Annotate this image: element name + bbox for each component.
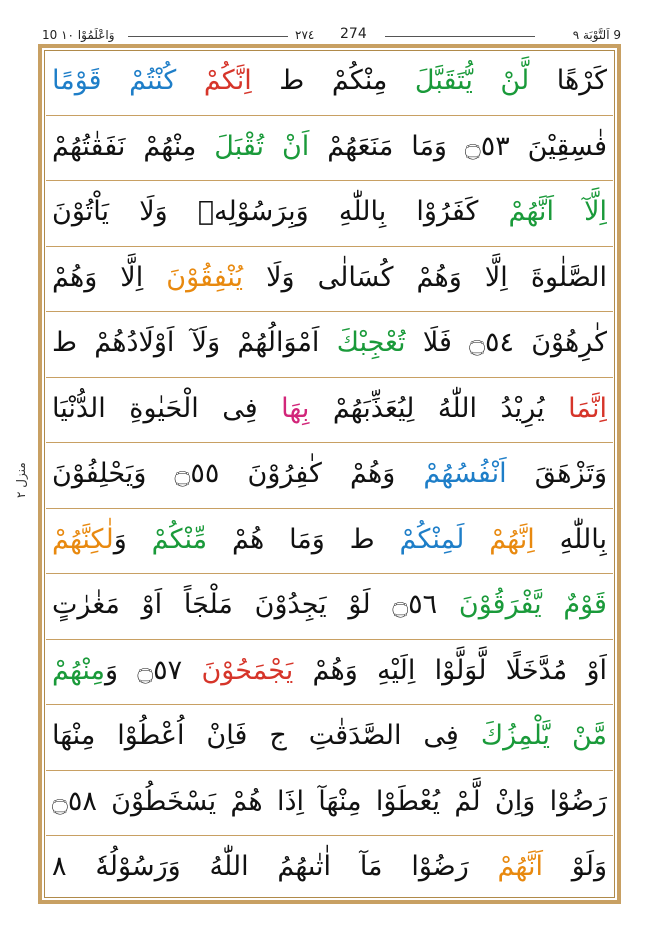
text-segment	[464, 524, 489, 555]
text-segment: كُنْتُمْ	[129, 65, 177, 96]
text-segment: بِاللّٰهِ	[534, 523, 607, 555]
text-segment: مِّنْكُمْ	[151, 523, 208, 555]
text-line	[52, 705, 607, 767]
text-segment: فِى الصَّدَقٰتِ ج فَاِنْ اُعْطُوْا مِنْهَا	[52, 720, 481, 751]
text-segment: اَنْ تُقْبَلَ	[214, 130, 310, 162]
text-line	[52, 378, 607, 440]
text-segment: ۝٥٧ وَ	[105, 654, 202, 686]
text-line	[52, 574, 607, 636]
text-segment: قَوْمٌ يَّفْرَقُوْنَ	[458, 589, 607, 620]
text-segment: مَّنْ يَّلْمِزُكَ	[480, 720, 607, 751]
text-segment: اِلَّا وَهُمْ	[52, 261, 167, 293]
text-segment: بِهَا	[281, 392, 310, 424]
text-segment: الصَّلٰوةَ اِلَّا وَهُمْ كُسَالٰى وَلَا	[243, 261, 607, 293]
text-line	[52, 181, 607, 243]
surah-label: 9 اَلتَّوْبَة ٩	[572, 28, 621, 42]
text-segment: ط وَمَا هُمْ	[207, 523, 400, 555]
text-line	[52, 771, 607, 833]
text-segment: فِى الْحَيٰوةِ الدُّنْيَا	[52, 392, 282, 424]
text-line	[52, 312, 607, 374]
text-segment: يُرِيْدُ اللّٰهُ لِيُعَذِّبَهُمْ	[309, 392, 569, 424]
text-segment: كَرْهًا	[529, 65, 607, 96]
header-rule-right	[385, 36, 535, 37]
text-segment: لٰكِنَّهُمْ	[52, 523, 114, 555]
text-segment: يَجْمَحُوْنَ	[201, 654, 294, 686]
text-line	[52, 50, 607, 112]
text-segment: اَمْوَالُهُمْ وَلَآ اَوْلَادُهُمْ ط	[52, 327, 337, 358]
page-number-arabic: ٢٧٤	[295, 28, 315, 42]
text-segment: رَضُوْا وَاِنْ لَّمْ يُعْطَوْا مِنْهَآ اِذَا هُمْ يَسْخَطُوْنَ ۝٥٨	[52, 785, 607, 817]
text-segment: اِلَّآ اَنَّهُمْ	[508, 196, 607, 227]
text-segment: رَضُوْا مَآ اٰتٰىهُمُ اللّٰهُ وَرَسُوْلُهٗ ۸	[52, 851, 498, 882]
text-segment: اِنَّمَا	[568, 392, 607, 424]
text-line	[52, 640, 607, 702]
text-segment: اِنَّهُمْ	[489, 523, 535, 555]
text-line	[52, 836, 607, 898]
text-segment: كٰرِهُوْنَ ۝٥٤ فَلَا	[405, 327, 607, 358]
text-segment: يُنْفِقُوْنَ	[166, 261, 244, 293]
text-segment	[176, 65, 204, 96]
text-segment: كَفَرُوْا بِاللّٰهِ وَبِرَسُوْلِهٖ وَلَا يَاْتُوْنَ	[52, 196, 509, 227]
text-segment: اَنَّهُمْ	[497, 851, 543, 882]
text-segment: وَلَوْ	[542, 851, 607, 882]
juz-label: 10 وَاعْلَمُوْا ١٠	[42, 28, 115, 42]
text-segment: مِنْهُمْ	[52, 654, 106, 686]
page-frame	[38, 44, 621, 904]
text-segment: لَّنْ يُّتَقَبَّلَ	[414, 65, 530, 96]
text-segment: فٰسِقِيْنَ ۝٥٣ وَمَا مَنَعَهُمْ	[309, 130, 607, 162]
text-line	[52, 443, 607, 505]
page-number: 274	[340, 26, 367, 42]
text-segment: ط	[251, 65, 332, 96]
text-segment: قَوْمًا	[52, 65, 130, 96]
text-segment: اَوْ مُدَّخَلًا لَّوَلَّوْا اِلَيْهِ وَهُمْ	[293, 654, 607, 686]
header-rule-left	[128, 36, 288, 37]
text-segment: مِنْهُمْ نَفَقٰتُهُمْ	[52, 130, 215, 162]
text-segment: تُعْجِبْكَ	[336, 327, 406, 358]
text-segment: ۝٥٦ لَوْ يَجِدُوْنَ مَلْجَاً اَوْ مَغٰرٰتٍ	[52, 589, 459, 620]
text-segment: وَ	[113, 523, 152, 555]
text-segment: لَمِنْكُمْ	[399, 523, 465, 555]
text-line	[52, 247, 607, 309]
text-segment: مِنْكُمْ	[331, 65, 415, 96]
manzil-label: منزل ٢	[14, 462, 28, 498]
text-segment: وَتَزْهَقَ	[506, 458, 607, 489]
text-segment: اِنَّكُمْ	[203, 65, 252, 96]
text-segment: اَنْفُسُهُمْ	[423, 458, 507, 489]
text-line	[52, 116, 607, 178]
text-segment: وَهُمْ كٰفِرُوْنَ ۝٥٥ وَيَحْلِفُوْنَ	[52, 458, 424, 489]
text-line	[52, 509, 607, 571]
